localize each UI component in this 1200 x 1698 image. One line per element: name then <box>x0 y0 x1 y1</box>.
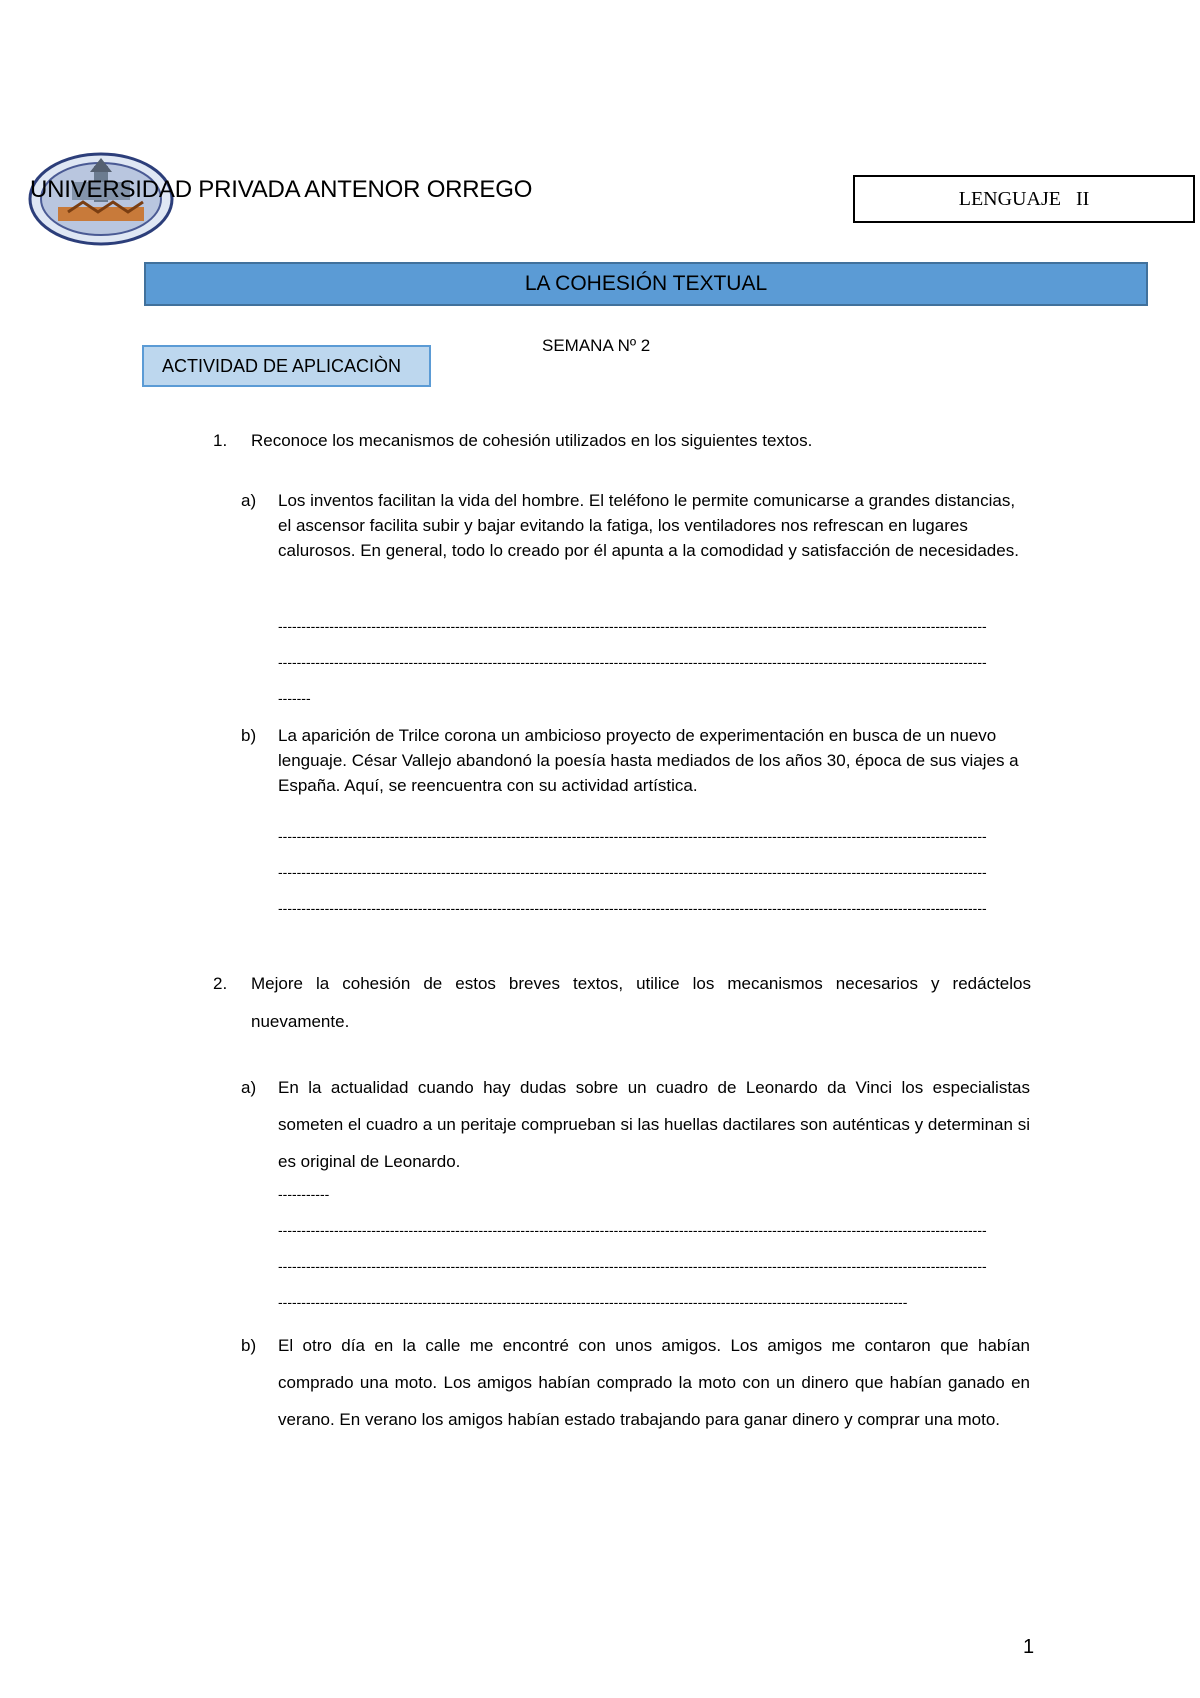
answer-line: -------------------------------------------------------------------------------------------------------------------------------------------------------- <box>278 865 987 879</box>
item-letter: b) <box>241 1336 257 1355</box>
item-text: En la actualidad cuando hay dudas sobre un cuadro de Leonardo da Vinci los especialistas someten el cuadro a un peritaje comprueban si las huellas dactilares son auténticas y determinan si es original de Leonardo. <box>278 1078 1030 1171</box>
answer-line: -------------------------------------------------------------------------------------------------------------------------------------------------------- <box>278 901 987 915</box>
course-box <box>853 175 1195 223</box>
answer-line: -------------------------------------------------------------------------------------------------------------------------------------------------------- <box>278 1259 987 1273</box>
question-prompt: Reconoce los mecanismos de cohesión utilizados en los siguientes textos. <box>251 431 813 450</box>
answer-line: --------------------------------------------------------------------------------------------------------------------------------------- <box>278 1295 908 1309</box>
course-label: LENGUAJE II <box>958 187 1090 210</box>
item-text: Los inventos facilitan la vida del hombre. El teléfono le permite comunicarse a grandes distancias, el ascensor facilita subir y bajar evitando la fatiga, los ventiladores nos refrescan en lugares calurosos. En general, todo lo creado por él apunta a la comodidad y satisfacción de necesidades. <box>278 491 1019 560</box>
question-prompt: Mejore la cohesión de estos breves textos, utilice los mecanismos necesarios y redáctelos nuevamente. <box>251 974 1031 1031</box>
answer-line: ------- <box>278 691 311 705</box>
item-text: La aparición de Trilce corona un ambicioso proyecto de experimentación en busca de un nuevo lenguaje. César Vallejo abandonó la poesía hasta mediados de los años 30, época de sus viajes a España. Aquí, se reencuentra con su actividad artística. <box>278 726 1019 795</box>
answer-line: -------------------------------------------------------------------------------------------------------------------------------------------------------- <box>278 619 987 633</box>
activity-label: ACTIVIDAD DE APLICACIÒN <box>162 355 402 376</box>
activity-box <box>142 345 431 387</box>
question-number: 2. <box>213 974 228 993</box>
answer-line: -------------------------------------------------------------------------------------------------------------------------------------------------------- <box>278 655 987 669</box>
answer-line: ----------- <box>278 1187 330 1201</box>
question-number: 1. <box>213 431 228 450</box>
answer-line: -------------------------------------------------------------------------------------------------------------------------------------------------------- <box>278 829 987 843</box>
item-text: El otro día en la calle me encontré con unos amigos. Los amigos me contaron que habían comprado una moto. Los amigos habían comprado la moto con un dinero que habían ganado en verano. En verano los amigos habían estado trabajando para ganar dinero y comprar una moto. <box>278 1336 1030 1429</box>
page-title: LA COHESIÓN TEXTUAL <box>524 272 768 295</box>
title-banner <box>144 262 1148 306</box>
university-name: UNIVERSIDAD PRIVADA ANTENOR ORREGO <box>30 176 533 203</box>
answer-line: -------------------------------------------------------------------------------------------------------------------------------------------------------- <box>278 1223 987 1237</box>
item-letter: b) <box>241 726 257 745</box>
page-number: 1 <box>1023 1636 1035 1658</box>
item-letter: a) <box>241 491 257 510</box>
item-letter: a) <box>241 1078 257 1097</box>
week-label: SEMANA Nº 2 <box>542 336 651 355</box>
